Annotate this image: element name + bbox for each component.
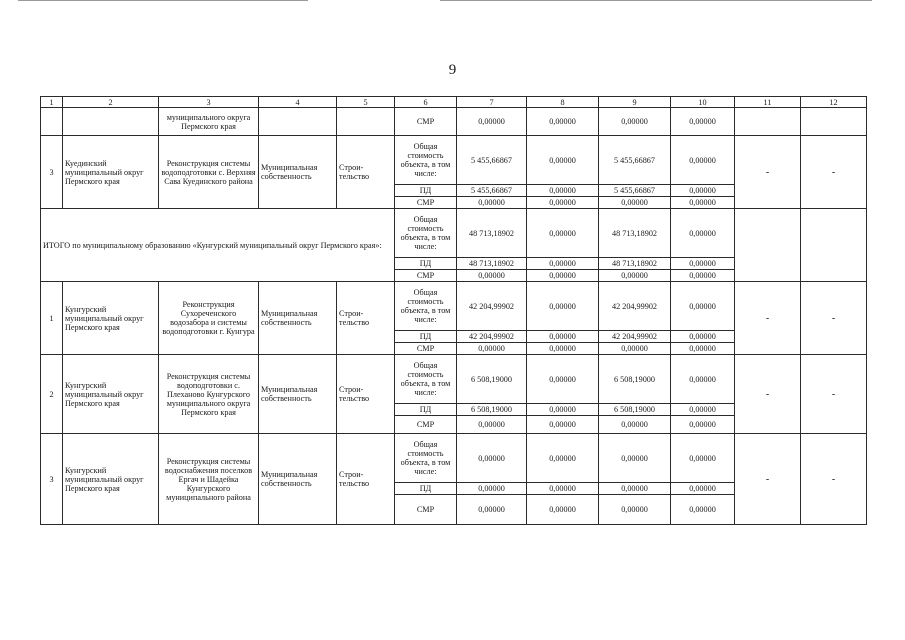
cell-value: 0,00000 [671,258,735,270]
cell-value: 0,00000 [527,197,599,209]
cell-value: 0,00000 [671,404,735,416]
investment-table [40,96,867,525]
column-header: 6 [395,97,457,108]
cell-value: 0,00000 [457,416,527,434]
cell-value: 0,00000 [527,416,599,434]
column-header: 9 [599,97,671,108]
cell-ownership [259,108,337,136]
cell-value: 0,00000 [527,355,599,404]
cell-row-label: Общая стоимость объекта, в том числе: [395,282,457,331]
cell-value: 42 204,99902 [599,331,671,343]
cell-value: 5 455,66867 [599,136,671,185]
cell-num: 3 [41,434,63,525]
cell-value: 0,00000 [671,434,735,483]
cell-row-label: СМР [395,416,457,434]
page-number: 9 [448,62,457,78]
cell-value: 0,00000 [457,197,527,209]
cell-project: Реконструкция системы водоподготовки с. Плеханово Кунгурского муниципального округа Пермского края [159,355,259,434]
table-row [41,434,867,483]
cell-value: 0,00000 [671,136,735,185]
cell-empty [801,209,867,282]
cell-ownership: Муниципальная собственность [259,355,337,434]
cell-row-label: Общая стоимость объекта, в том числе: [395,209,457,258]
cell-value: 0,00000 [671,343,735,355]
cell-value: 48 713,18902 [457,258,527,270]
cell-ownership: Муниципальная собственность [259,282,337,355]
cell-value: 0,00000 [671,355,735,404]
cell-value: 0,00000 [527,108,599,136]
cell-municipality: Кунгурский муниципальный округ Пермского края [63,355,159,434]
cell-value: 0,00000 [457,108,527,136]
page-edge-line-right [440,0,872,1]
column-header: 8 [527,97,599,108]
cell-dash: - [801,136,867,209]
cell-dash: - [801,282,867,355]
cell-value: 0,00000 [671,108,735,136]
cell-row-label: СМР [395,108,457,136]
cell-value: 6 508,19000 [599,355,671,404]
cell-value: 48 713,18902 [599,209,671,258]
total-label: ИТОГО по муниципальному образованию «Кунгурский муниципальный округ Пермского края»: [41,209,395,282]
column-header: 1 [41,97,63,108]
cell-value: 42 204,99902 [457,282,527,331]
cell-type: Строи-тельство [337,434,395,525]
table-row [41,209,867,258]
cell-empty [735,108,801,136]
column-header: 10 [671,97,735,108]
cell-value: 0,00000 [527,185,599,197]
cell-value: 0,00000 [671,416,735,434]
cell-value: 42 204,99902 [457,331,527,343]
cell-dash: - [735,355,801,434]
cell-project: Реконструкция системы водоподготовки с. Верхняя Сава Куединского района [159,136,259,209]
table-row [41,355,867,404]
cell-value: 0,00000 [671,282,735,331]
cell-type: Строи-тельство [337,136,395,209]
cell-value: 6 508,19000 [599,404,671,416]
cell-value: 0,00000 [599,270,671,282]
cell-value: 0,00000 [671,185,735,197]
cell-dash: - [801,355,867,434]
cell-value: 0,00000 [599,108,671,136]
cell-value: 0,00000 [599,416,671,434]
cell-project: муниципального округа Пермского края [159,108,259,136]
column-header: 11 [735,97,801,108]
cell-value: 48 713,18902 [599,258,671,270]
cell-value: 0,00000 [671,270,735,282]
cell-value: 0,00000 [599,434,671,483]
cell-value: 0,00000 [527,495,599,525]
cell-type [337,108,395,136]
cell-empty [735,209,801,282]
cell-dash: - [801,434,867,525]
cell-dash: - [735,282,801,355]
cell-value: 0,00000 [671,495,735,525]
cell-value: 0,00000 [599,343,671,355]
cell-row-label: ПД [395,483,457,495]
cell-value: 6 508,19000 [457,404,527,416]
cell-ownership: Муниципальная собственность [259,136,337,209]
cell-value: 5 455,66867 [457,185,527,197]
cell-value: 0,00000 [457,343,527,355]
cell-value: 0,00000 [671,197,735,209]
cell-row-label: СМР [395,343,457,355]
column-header: 4 [259,97,337,108]
cell-value: 0,00000 [599,495,671,525]
cell-dash: - [735,136,801,209]
column-header: 7 [457,97,527,108]
cell-value: 0,00000 [457,495,527,525]
cell-value: 0,00000 [527,209,599,258]
cell-row-label: СМР [395,270,457,282]
cell-value: 0,00000 [527,270,599,282]
table-row [41,136,867,185]
cell-value: 5 455,66867 [457,136,527,185]
column-header: 2 [63,97,159,108]
cell-num [41,108,63,136]
cell-municipality: Кунгурский муниципальный округ Пермского края [63,434,159,525]
cell-value: 0,00000 [527,258,599,270]
cell-value: 0,00000 [527,331,599,343]
cell-row-label: Общая стоимость объекта, в том числе: [395,434,457,483]
cell-value: 0,00000 [457,270,527,282]
cell-value: 48 713,18902 [457,209,527,258]
cell-project: Реконструкция системы водоснабжения поселков Ергач и Шадейка Кунгурского муниципального района [159,434,259,525]
cell-empty [801,108,867,136]
cell-value: 0,00000 [671,483,735,495]
cell-value: 0,00000 [527,136,599,185]
cell-row-label: СМР [395,197,457,209]
cell-value: 6 508,19000 [457,355,527,404]
column-header: 3 [159,97,259,108]
cell-row-label: ПД [395,258,457,270]
cell-ownership: Муниципальная собственность [259,434,337,525]
cell-row-label: Общая стоимость объекта, в том числе: [395,355,457,404]
cell-municipality: Кунгурский муниципальный округ Пермского края [63,282,159,355]
column-number-row [41,97,867,108]
column-header: 5 [337,97,395,108]
cell-row-label: Общая стоимость объекта, в том числе: [395,136,457,185]
cell-municipality [63,108,159,136]
cell-value: 0,00000 [527,282,599,331]
table-row [41,282,867,331]
cell-value: 42 204,99902 [599,282,671,331]
cell-value: 0,00000 [527,404,599,416]
cell-value: 0,00000 [457,483,527,495]
cell-municipality: Куединский муниципальный округ Пермского края [63,136,159,209]
table-row [41,108,867,136]
cell-value: 0,00000 [671,209,735,258]
cell-value: 0,00000 [527,343,599,355]
cell-type: Строи-тельство [337,282,395,355]
cell-value: 0,00000 [671,331,735,343]
cell-value: 0,00000 [599,483,671,495]
cell-row-label: ПД [395,331,457,343]
cell-value: 0,00000 [527,483,599,495]
cell-project: Реконструкция Сухореченского водозабора и системы водоподготовки г. Кунгура [159,282,259,355]
cell-value: 0,00000 [457,434,527,483]
cell-dash: - [735,434,801,525]
cell-num: 2 [41,355,63,434]
cell-value: 0,00000 [599,197,671,209]
cell-num: 1 [41,282,63,355]
cell-row-label: СМР [395,495,457,525]
page-edge-line-left [18,0,308,1]
cell-row-label: ПД [395,404,457,416]
cell-row-label: ПД [395,185,457,197]
cell-type: Строи-тельство [337,355,395,434]
cell-num: 3 [41,136,63,209]
column-header: 12 [801,97,867,108]
cell-value: 0,00000 [527,434,599,483]
cell-value: 5 455,66867 [599,185,671,197]
